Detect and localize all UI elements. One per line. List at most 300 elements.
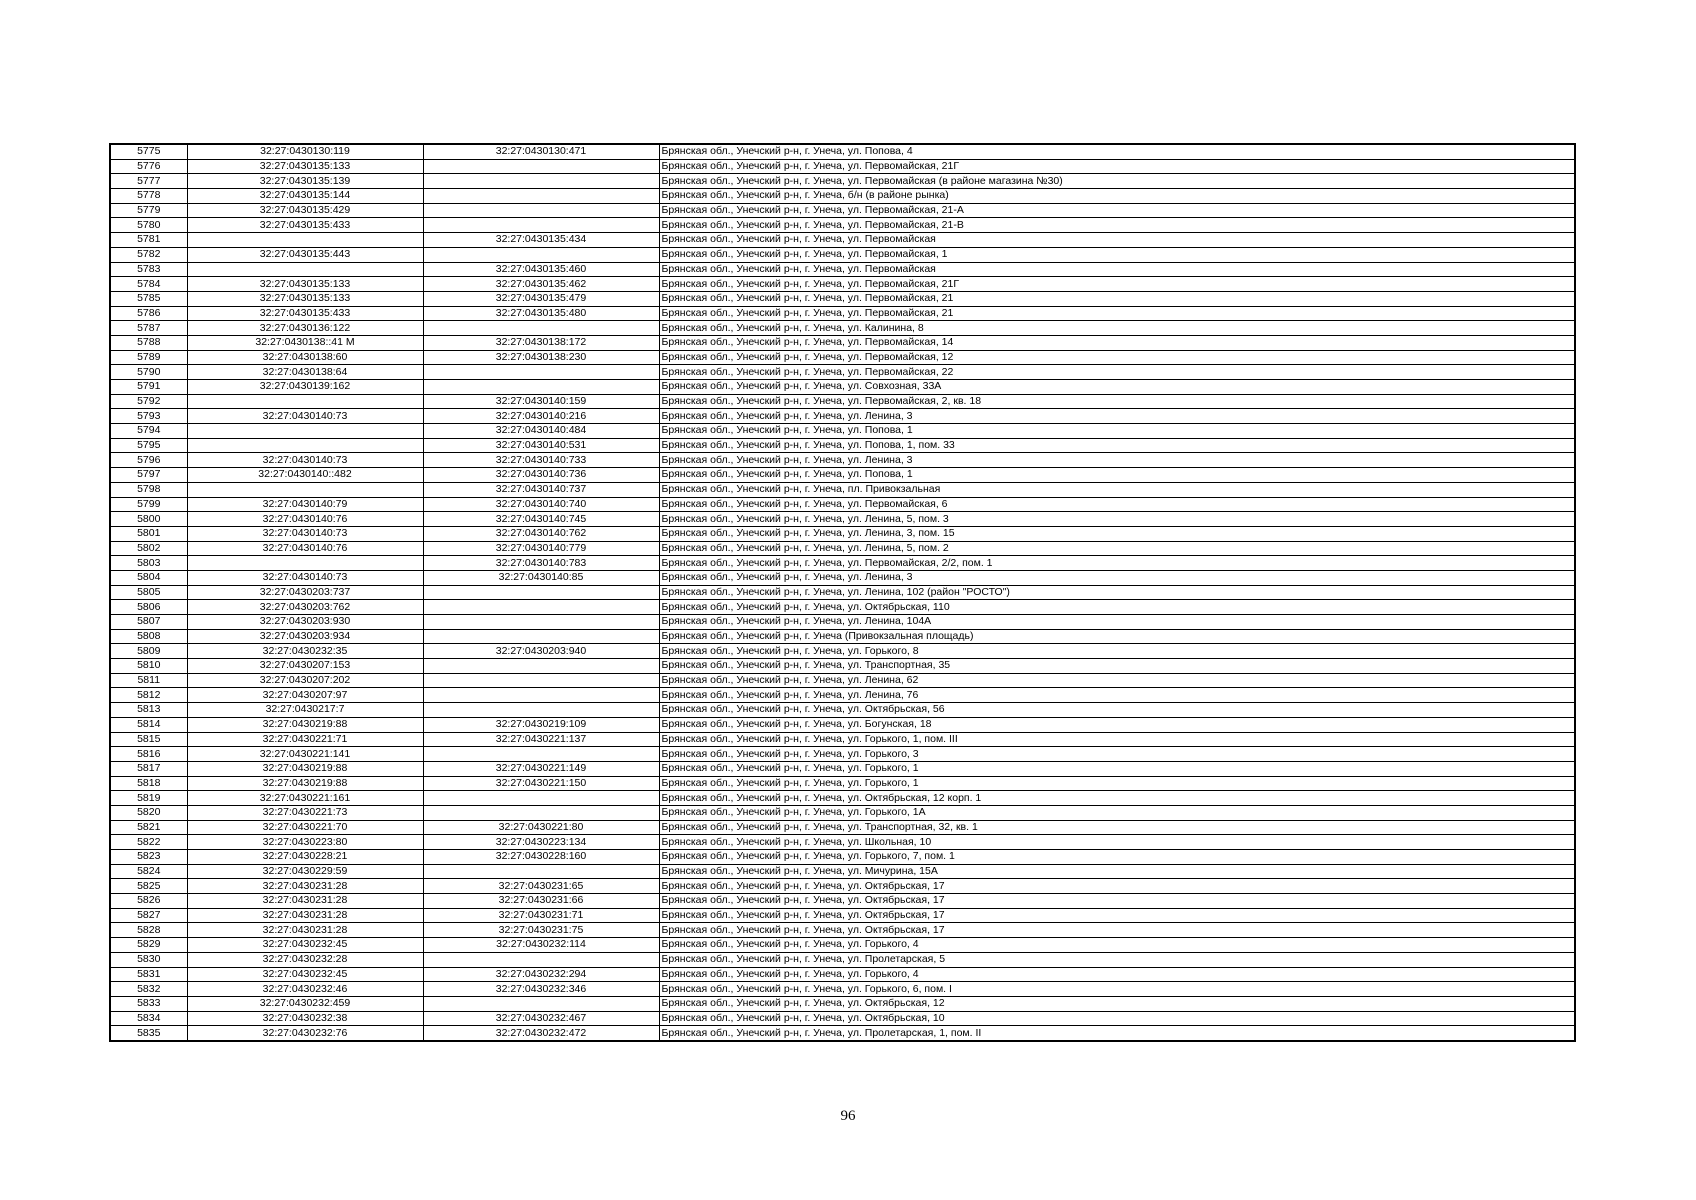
address-cell: Брянская обл., Унечский р-н, г. Унеча, ул. Первомайская, 21 xyxy=(659,291,1575,306)
address-cell: Брянская обл., Унечский р-н, г. Унеча, ул. Первомайская (в районе магазина №30) xyxy=(659,174,1575,189)
cadastral-number-cell: 32:27:0430135:133 xyxy=(187,277,423,292)
row-number-cell: 5782 xyxy=(110,247,187,262)
object-cadastral-number-cell: 32:27:0430231:65 xyxy=(423,879,659,894)
address-cell: Брянская обл., Унечский р-н, г. Унеча, ул. Пролетарская, 1, пом. II xyxy=(659,1026,1575,1041)
row-number-cell: 5791 xyxy=(110,380,187,395)
address-cell: Брянская обл., Унечский р-н, г. Унеча, ул. Первомайская, 6 xyxy=(659,497,1575,512)
object-cadastral-number-cell xyxy=(423,365,659,380)
cadastral-number-cell: 32:27:0430221:73 xyxy=(187,805,423,820)
table-row xyxy=(110,233,1575,248)
object-cadastral-number-cell xyxy=(423,688,659,703)
object-cadastral-number-cell: 32:27:0430232:467 xyxy=(423,1011,659,1026)
address-cell: Брянская обл., Унечский р-н, г. Унеча, ул. Ленина, 3, пом. 15 xyxy=(659,526,1575,541)
table-row xyxy=(110,615,1575,630)
cadastral-number-cell: 32:27:0430203:737 xyxy=(187,585,423,600)
table-row xyxy=(110,570,1575,585)
table-row xyxy=(110,879,1575,894)
cadastral-number-cell: 32:27:0430231:28 xyxy=(187,923,423,938)
cadastral-number-cell: 32:27:0430140:76 xyxy=(187,512,423,527)
cadastral-number-cell: 32:27:0430203:934 xyxy=(187,629,423,644)
cadastral-number-cell xyxy=(187,394,423,409)
address-cell: Брянская обл., Унечский р-н, г. Унеча, ул. Первомайская, 21Г xyxy=(659,277,1575,292)
row-number-cell: 5824 xyxy=(110,864,187,879)
address-cell: Брянская обл., Унечский р-н, г. Унеча, ул. Ленина, 76 xyxy=(659,688,1575,703)
table-row xyxy=(110,453,1575,468)
object-cadastral-number-cell xyxy=(423,791,659,806)
row-number-cell: 5785 xyxy=(110,291,187,306)
cadastral-number-cell: 32:27:0430232:28 xyxy=(187,952,423,967)
address-cell: Брянская обл., Унечский р-н, г. Унеча, ул. Первомайская, 2/2, пом. 1 xyxy=(659,556,1575,571)
table-row xyxy=(110,629,1575,644)
row-number-cell: 5781 xyxy=(110,233,187,248)
registry-table-body xyxy=(110,144,1575,1041)
address-cell: Брянская обл., Унечский р-н, г. Унеча, ул. Совхозная, 33А xyxy=(659,380,1575,395)
row-number-cell: 5808 xyxy=(110,629,187,644)
table-row xyxy=(110,277,1575,292)
object-cadastral-number-cell: 32:27:0430232:472 xyxy=(423,1026,659,1041)
cadastral-number-cell: 32:27:0430140:73 xyxy=(187,526,423,541)
object-cadastral-number-cell xyxy=(423,629,659,644)
address-cell: Брянская обл., Унечский р-н, г. Унеча, ул. Октябрьская, 17 xyxy=(659,923,1575,938)
row-number-cell: 5832 xyxy=(110,982,187,997)
cadastral-number-cell xyxy=(187,262,423,277)
object-cadastral-number-cell xyxy=(423,996,659,1011)
row-number-cell: 5821 xyxy=(110,820,187,835)
object-cadastral-number-cell xyxy=(423,321,659,336)
row-number-cell: 5776 xyxy=(110,159,187,174)
object-cadastral-number-cell xyxy=(423,703,659,718)
table-row xyxy=(110,468,1575,483)
address-cell: Брянская обл., Унечский р-н, г. Унеча, ул. Горького, 3 xyxy=(659,747,1575,762)
cadastral-number-cell: 32:27:0430138:64 xyxy=(187,365,423,380)
row-number-cell: 5801 xyxy=(110,526,187,541)
object-cadastral-number-cell xyxy=(423,615,659,630)
row-number-cell: 5834 xyxy=(110,1011,187,1026)
object-cadastral-number-cell: 32:27:0430232:114 xyxy=(423,938,659,953)
object-cadastral-number-cell: 32:27:0430140:740 xyxy=(423,497,659,512)
table-row xyxy=(110,291,1575,306)
object-cadastral-number-cell: 32:27:0430130:471 xyxy=(423,144,659,159)
cadastral-number-cell: 32:27:0430229:59 xyxy=(187,864,423,879)
object-cadastral-number-cell: 32:27:0430231:75 xyxy=(423,923,659,938)
row-number-cell: 5792 xyxy=(110,394,187,409)
address-cell: Брянская обл., Унечский р-н, г. Унеча, ул. Ленина, 62 xyxy=(659,673,1575,688)
object-cadastral-number-cell: 32:27:0430203:940 xyxy=(423,644,659,659)
address-cell: Брянская обл., Унечский р-н, г. Унеча, ул. Попова, 1 xyxy=(659,424,1575,439)
cadastral-number-cell: 32:27:0430232:46 xyxy=(187,982,423,997)
table-row xyxy=(110,174,1575,189)
row-number-cell: 5817 xyxy=(110,761,187,776)
object-cadastral-number-cell: 32:27:0430221:149 xyxy=(423,761,659,776)
row-number-cell: 5794 xyxy=(110,424,187,439)
table-row xyxy=(110,952,1575,967)
table-row xyxy=(110,321,1575,336)
object-cadastral-number-cell: 32:27:0430228:160 xyxy=(423,850,659,865)
row-number-cell: 5806 xyxy=(110,600,187,615)
cadastral-number-cell: 32:27:0430232:459 xyxy=(187,996,423,1011)
row-number-cell: 5816 xyxy=(110,747,187,762)
address-cell: Брянская обл., Унечский р-н, г. Унеча, ул. Горького, 1 xyxy=(659,761,1575,776)
row-number-cell: 5784 xyxy=(110,277,187,292)
table-row xyxy=(110,938,1575,953)
row-number-cell: 5814 xyxy=(110,717,187,732)
table-row xyxy=(110,585,1575,600)
table-row xyxy=(110,717,1575,732)
object-cadastral-number-cell: 32:27:0430140:531 xyxy=(423,438,659,453)
cadastral-number-cell: 32:27:0430219:88 xyxy=(187,761,423,776)
table-row xyxy=(110,820,1575,835)
table-row xyxy=(110,967,1575,982)
cadastral-number-cell: 32:27:0430136:122 xyxy=(187,321,423,336)
cadastral-number-cell: 32:27:0430221:161 xyxy=(187,791,423,806)
row-number-cell: 5815 xyxy=(110,732,187,747)
cadastral-number-cell: 32:27:0430221:71 xyxy=(187,732,423,747)
address-cell: Брянская обл., Унечский р-н, г. Унеча, ул. Горького, 4 xyxy=(659,938,1575,953)
object-cadastral-number-cell: 32:27:0430231:71 xyxy=(423,908,659,923)
cadastral-number-cell: 32:27:0430203:762 xyxy=(187,600,423,615)
row-number-cell: 5799 xyxy=(110,497,187,512)
table-row xyxy=(110,996,1575,1011)
table-row xyxy=(110,247,1575,262)
row-number-cell: 5788 xyxy=(110,335,187,350)
cadastral-number-cell: 32:27:0430139:162 xyxy=(187,380,423,395)
row-number-cell: 5813 xyxy=(110,703,187,718)
object-cadastral-number-cell: 32:27:0430140:216 xyxy=(423,409,659,424)
address-cell: Брянская обл., Унечский р-н, г. Унеча, ул. Первомайская, 22 xyxy=(659,365,1575,380)
object-cadastral-number-cell: 32:27:0430232:346 xyxy=(423,982,659,997)
address-cell: Брянская обл., Унечский р-н, г. Унеча, ул. Первомайская xyxy=(659,262,1575,277)
address-cell: Брянская обл., Унечский р-н, г. Унеча, ул. Октябрьская, 17 xyxy=(659,879,1575,894)
table-row xyxy=(110,159,1575,174)
address-cell: Брянская обл., Унечский р-н, г. Унеча, ул. Первомайская, 21Г xyxy=(659,159,1575,174)
address-cell: Брянская обл., Унечский р-н, г. Унеча, ул. Транспортная, 35 xyxy=(659,659,1575,674)
object-cadastral-number-cell xyxy=(423,189,659,204)
cadastral-number-cell: 32:27:0430232:35 xyxy=(187,644,423,659)
row-number-cell: 5818 xyxy=(110,776,187,791)
address-cell: Брянская обл., Унечский р-н, г. Унеча, ул. Попова, 1 xyxy=(659,468,1575,483)
table-row xyxy=(110,864,1575,879)
address-cell: Брянская обл., Унечский р-н, г. Унеча, ул. Горького, 8 xyxy=(659,644,1575,659)
cadastral-number-cell xyxy=(187,438,423,453)
cadastral-number-cell: 32:27:0430219:88 xyxy=(187,776,423,791)
table-row xyxy=(110,776,1575,791)
address-cell: Брянская обл., Унечский р-н, г. Унеча, ул. Пролетарская, 5 xyxy=(659,952,1575,967)
row-number-cell: 5793 xyxy=(110,409,187,424)
object-cadastral-number-cell: 32:27:0430140:783 xyxy=(423,556,659,571)
cadastral-number-cell xyxy=(187,424,423,439)
row-number-cell: 5828 xyxy=(110,923,187,938)
address-cell: Брянская обл., Унечский р-н, г. Унеча, ул. Первомайская, 1 xyxy=(659,247,1575,262)
table-row xyxy=(110,394,1575,409)
cadastral-number-cell: 32:27:0430135:433 xyxy=(187,306,423,321)
table-row xyxy=(110,688,1575,703)
cadastral-number-cell xyxy=(187,233,423,248)
row-number-cell: 5777 xyxy=(110,174,187,189)
address-cell: Брянская обл., Унечский р-н, г. Унеча, ул. Горького, 7, пом. 1 xyxy=(659,850,1575,865)
table-row xyxy=(110,438,1575,453)
table-row xyxy=(110,835,1575,850)
address-cell: Брянская обл., Унечский р-н, г. Унеча, ул. Октябрьская, 12 корп. 1 xyxy=(659,791,1575,806)
address-cell: Брянская обл., Унечский р-н, г. Унеча, ул. Октябрьская, 12 xyxy=(659,996,1575,1011)
cadastral-number-cell: 32:27:0430138::41 M xyxy=(187,335,423,350)
cadastral-number-cell: 32:27:0430231:28 xyxy=(187,894,423,909)
table-row xyxy=(110,512,1575,527)
address-cell: Брянская обл., Унечский р-н, г. Унеча, ул. Ленина, 5, пом. 3 xyxy=(659,512,1575,527)
table-row xyxy=(110,982,1575,997)
object-cadastral-number-cell xyxy=(423,203,659,218)
cadastral-number-cell: 32:27:0430231:28 xyxy=(187,879,423,894)
object-cadastral-number-cell xyxy=(423,673,659,688)
cadastral-number-cell: 32:27:0430135:133 xyxy=(187,291,423,306)
address-cell: Брянская обл., Унечский р-н, г. Унеча, ул. Горького, 4 xyxy=(659,967,1575,982)
table-row xyxy=(110,365,1575,380)
row-number-cell: 5812 xyxy=(110,688,187,703)
object-cadastral-number-cell: 32:27:0430140:733 xyxy=(423,453,659,468)
address-cell: Брянская обл., Унечский р-н, г. Унеча, ул. Октябрьская, 17 xyxy=(659,908,1575,923)
cadastral-number-cell: 32:27:0430207:202 xyxy=(187,673,423,688)
row-number-cell: 5803 xyxy=(110,556,187,571)
address-cell: Брянская обл., Унечский р-н, г. Унеча, ул. Ленина, 3 xyxy=(659,409,1575,424)
table-row xyxy=(110,703,1575,718)
table-row xyxy=(110,673,1575,688)
cadastral-number-cell: 32:27:0430203:930 xyxy=(187,615,423,630)
object-cadastral-number-cell xyxy=(423,247,659,262)
table-row xyxy=(110,732,1575,747)
table-row xyxy=(110,409,1575,424)
row-number-cell: 5802 xyxy=(110,541,187,556)
table-row xyxy=(110,923,1575,938)
row-number-cell: 5826 xyxy=(110,894,187,909)
object-cadastral-number-cell xyxy=(423,952,659,967)
row-number-cell: 5786 xyxy=(110,306,187,321)
cadastral-number-cell: 32:27:0430232:45 xyxy=(187,967,423,982)
address-cell: Брянская обл., Унечский р-н, г. Унеча, ул. Ленина, 102 (район "РОСТО") xyxy=(659,585,1575,600)
address-cell: Брянская обл., Унечский р-н, г. Унеча, ул. Горького, 1, пом. III xyxy=(659,732,1575,747)
cadastral-number-cell: 32:27:0430135:144 xyxy=(187,189,423,204)
table-row xyxy=(110,600,1575,615)
object-cadastral-number-cell: 32:27:0430140:736 xyxy=(423,468,659,483)
row-number-cell: 5795 xyxy=(110,438,187,453)
object-cadastral-number-cell: 32:27:0430221:137 xyxy=(423,732,659,747)
address-cell: Брянская обл., Унечский р-н, г. Унеча, ул. Октябрьская, 110 xyxy=(659,600,1575,615)
cadastral-number-cell: 32:27:0430217:7 xyxy=(187,703,423,718)
row-number-cell: 5819 xyxy=(110,791,187,806)
address-cell: Брянская обл., Унечский р-н, г. Унеча (Привокзальная площадь) xyxy=(659,629,1575,644)
object-cadastral-number-cell xyxy=(423,864,659,879)
cadastral-number-cell: 32:27:0430223:80 xyxy=(187,835,423,850)
row-number-cell: 5778 xyxy=(110,189,187,204)
row-number-cell: 5831 xyxy=(110,967,187,982)
cadastral-number-cell: 32:27:0430140:73 xyxy=(187,570,423,585)
table-row xyxy=(110,189,1575,204)
cadastral-number-cell xyxy=(187,482,423,497)
cadastral-number-cell: 32:27:0430221:141 xyxy=(187,747,423,762)
address-cell: Брянская обл., Унечский р-н, г. Унеча, б/н (в районе рынка) xyxy=(659,189,1575,204)
table-row xyxy=(110,556,1575,571)
object-cadastral-number-cell xyxy=(423,659,659,674)
cadastral-number-cell: 32:27:0430140::482 xyxy=(187,468,423,483)
page-number: 96 xyxy=(840,1108,856,1124)
table-row xyxy=(110,894,1575,909)
object-cadastral-number-cell: 32:27:0430232:294 xyxy=(423,967,659,982)
table-row xyxy=(110,541,1575,556)
cadastral-number-cell: 32:27:0430232:45 xyxy=(187,938,423,953)
object-cadastral-number-cell: 32:27:0430140:737 xyxy=(423,482,659,497)
address-cell: Брянская обл., Унечский р-н, г. Унеча, ул. Транспортная, 32, кв. 1 xyxy=(659,820,1575,835)
object-cadastral-number-cell xyxy=(423,805,659,820)
address-cell: Брянская обл., Унечский р-н, г. Унеча, ул. Попова, 4 xyxy=(659,144,1575,159)
object-cadastral-number-cell: 32:27:0430138:230 xyxy=(423,350,659,365)
cadastral-number-cell: 32:27:0430232:38 xyxy=(187,1011,423,1026)
object-cadastral-number-cell: 32:27:0430135:460 xyxy=(423,262,659,277)
address-cell: Брянская обл., Унечский р-н, г. Унеча, ул. Октябрьская, 56 xyxy=(659,703,1575,718)
table-row xyxy=(110,350,1575,365)
table-row xyxy=(110,659,1575,674)
address-cell: Брянская обл., Унечский р-н, г. Унеча, ул. Попова, 1, пом. 33 xyxy=(659,438,1575,453)
object-cadastral-number-cell: 32:27:0430135:480 xyxy=(423,306,659,321)
row-number-cell: 5779 xyxy=(110,203,187,218)
table-row xyxy=(110,850,1575,865)
address-cell: Брянская обл., Унечский р-н, г. Унеча, ул. Ленина, 3 xyxy=(659,453,1575,468)
table-row xyxy=(110,805,1575,820)
address-cell: Брянская обл., Унечский р-н, г. Унеча, ул. Первомайская, 2, кв. 18 xyxy=(659,394,1575,409)
object-cadastral-number-cell: 32:27:0430135:434 xyxy=(423,233,659,248)
row-number-cell: 5820 xyxy=(110,805,187,820)
address-cell: Брянская обл., Унечский р-н, г. Унеча, ул. Ленина, 3 xyxy=(659,570,1575,585)
object-cadastral-number-cell: 32:27:0430231:66 xyxy=(423,894,659,909)
row-number-cell: 5798 xyxy=(110,482,187,497)
row-number-cell: 5789 xyxy=(110,350,187,365)
cadastral-number-cell: 32:27:0430232:76 xyxy=(187,1026,423,1041)
cadastral-number-cell: 32:27:0430135:443 xyxy=(187,247,423,262)
row-number-cell: 5805 xyxy=(110,585,187,600)
object-cadastral-number-cell: 32:27:0430138:172 xyxy=(423,335,659,350)
cadastral-number-cell: 32:27:0430140:73 xyxy=(187,453,423,468)
address-cell: Брянская обл., Унечский р-н, г. Унеча, ул. Ленина, 5, пом. 2 xyxy=(659,541,1575,556)
object-cadastral-number-cell xyxy=(423,174,659,189)
table-row xyxy=(110,380,1575,395)
row-number-cell: 5797 xyxy=(110,468,187,483)
address-cell: Брянская обл., Унечский р-н, г. Унеча, ул. Первомайская, 21-А xyxy=(659,203,1575,218)
address-cell: Брянская обл., Унечский р-н, г. Унеча, ул. Первомайская, 21-В xyxy=(659,218,1575,233)
address-cell: Брянская обл., Унечский р-н, г. Унеча, ул. Первомайская, 12 xyxy=(659,350,1575,365)
address-cell: Брянская обл., Унечский р-н, г. Унеча, ул. Октябрьская, 10 xyxy=(659,1011,1575,1026)
row-number-cell: 5800 xyxy=(110,512,187,527)
cadastral-number-cell: 32:27:0430135:139 xyxy=(187,174,423,189)
address-cell: Брянская обл., Унечский р-н, г. Унеча, ул. Школьная, 10 xyxy=(659,835,1575,850)
object-cadastral-number-cell: 32:27:0430140:159 xyxy=(423,394,659,409)
row-number-cell: 5807 xyxy=(110,615,187,630)
object-cadastral-number-cell xyxy=(423,585,659,600)
table-row xyxy=(110,1026,1575,1041)
registry-table xyxy=(109,143,1576,1042)
object-cadastral-number-cell: 32:27:0430140:484 xyxy=(423,424,659,439)
table-row xyxy=(110,908,1575,923)
row-number-cell: 5835 xyxy=(110,1026,187,1041)
table-row xyxy=(110,644,1575,659)
object-cadastral-number-cell: 32:27:0430219:109 xyxy=(423,717,659,732)
row-number-cell: 5775 xyxy=(110,144,187,159)
cadastral-number-cell: 32:27:0430207:97 xyxy=(187,688,423,703)
object-cadastral-number-cell xyxy=(423,747,659,762)
table-row xyxy=(110,424,1575,439)
table-row xyxy=(110,526,1575,541)
table-row xyxy=(110,262,1575,277)
object-cadastral-number-cell: 32:27:0430221:150 xyxy=(423,776,659,791)
object-cadastral-number-cell: 32:27:0430140:85 xyxy=(423,570,659,585)
row-number-cell: 5804 xyxy=(110,570,187,585)
cadastral-number-cell: 32:27:0430140:76 xyxy=(187,541,423,556)
table-row xyxy=(110,1011,1575,1026)
object-cadastral-number-cell xyxy=(423,380,659,395)
cadastral-number-cell: 32:27:0430130:119 xyxy=(187,144,423,159)
row-number-cell: 5823 xyxy=(110,850,187,865)
row-number-cell: 5787 xyxy=(110,321,187,336)
table-row xyxy=(110,747,1575,762)
address-cell: Брянская обл., Унечский р-н, г. Унеча, ул. Ленина, 104А xyxy=(659,615,1575,630)
address-cell: Брянская обл., Унечский р-н, г. Унеча, ул. Горького, 6, пом. I xyxy=(659,982,1575,997)
object-cadastral-number-cell: 32:27:0430140:745 xyxy=(423,512,659,527)
cadastral-number-cell: 32:27:0430207:153 xyxy=(187,659,423,674)
object-cadastral-number-cell: 32:27:0430140:762 xyxy=(423,526,659,541)
table-row xyxy=(110,144,1575,159)
object-cadastral-number-cell: 32:27:0430135:462 xyxy=(423,277,659,292)
address-cell: Брянская обл., Унечский р-н, г. Унеча, ул. Калинина, 8 xyxy=(659,321,1575,336)
address-cell: Брянская обл., Унечский р-н, г. Унеча, ул. Горького, 1 xyxy=(659,776,1575,791)
object-cadastral-number-cell xyxy=(423,218,659,233)
cadastral-number-cell: 32:27:0430221:70 xyxy=(187,820,423,835)
row-number-cell: 5780 xyxy=(110,218,187,233)
table-row xyxy=(110,497,1575,512)
object-cadastral-number-cell: 32:27:0430221:80 xyxy=(423,820,659,835)
object-cadastral-number-cell: 32:27:0430140:779 xyxy=(423,541,659,556)
cadastral-number-cell xyxy=(187,556,423,571)
row-number-cell: 5796 xyxy=(110,453,187,468)
table-row xyxy=(110,306,1575,321)
table-row xyxy=(110,761,1575,776)
object-cadastral-number-cell: 32:27:0430223:134 xyxy=(423,835,659,850)
row-number-cell: 5829 xyxy=(110,938,187,953)
cadastral-number-cell: 32:27:0430135:433 xyxy=(187,218,423,233)
address-cell: Брянская обл., Унечский р-н, г. Унеча, ул. Первомайская xyxy=(659,233,1575,248)
object-cadastral-number-cell xyxy=(423,159,659,174)
cadastral-number-cell: 32:27:0430135:133 xyxy=(187,159,423,174)
row-number-cell: 5827 xyxy=(110,908,187,923)
row-number-cell: 5790 xyxy=(110,365,187,380)
address-cell: Брянская обл., Унечский р-н, г. Унеча, ул. Горького, 1А xyxy=(659,805,1575,820)
cadastral-number-cell: 32:27:0430135:429 xyxy=(187,203,423,218)
table-row xyxy=(110,335,1575,350)
table-row xyxy=(110,218,1575,233)
row-number-cell: 5783 xyxy=(110,262,187,277)
row-number-cell: 5811 xyxy=(110,673,187,688)
row-number-cell: 5809 xyxy=(110,644,187,659)
address-cell: Брянская обл., Унечский р-н, г. Унеча, пл. Привокзальная xyxy=(659,482,1575,497)
address-cell: Брянская обл., Унечский р-н, г. Унеча, ул. Первомайская, 21 xyxy=(659,306,1575,321)
row-number-cell: 5810 xyxy=(110,659,187,674)
table-row xyxy=(110,482,1575,497)
cadastral-number-cell: 32:27:0430140:79 xyxy=(187,497,423,512)
cadastral-number-cell: 32:27:0430231:28 xyxy=(187,908,423,923)
address-cell: Брянская обл., Унечский р-н, г. Унеча, ул. Богунская, 18 xyxy=(659,717,1575,732)
row-number-cell: 5822 xyxy=(110,835,187,850)
cadastral-number-cell: 32:27:0430219:88 xyxy=(187,717,423,732)
row-number-cell: 5833 xyxy=(110,996,187,1011)
cadastral-number-cell: 32:27:0430140:73 xyxy=(187,409,423,424)
object-cadastral-number-cell: 32:27:0430135:479 xyxy=(423,291,659,306)
object-cadastral-number-cell xyxy=(423,600,659,615)
address-cell: Брянская обл., Унечский р-н, г. Унеча, ул. Первомайская, 14 xyxy=(659,335,1575,350)
